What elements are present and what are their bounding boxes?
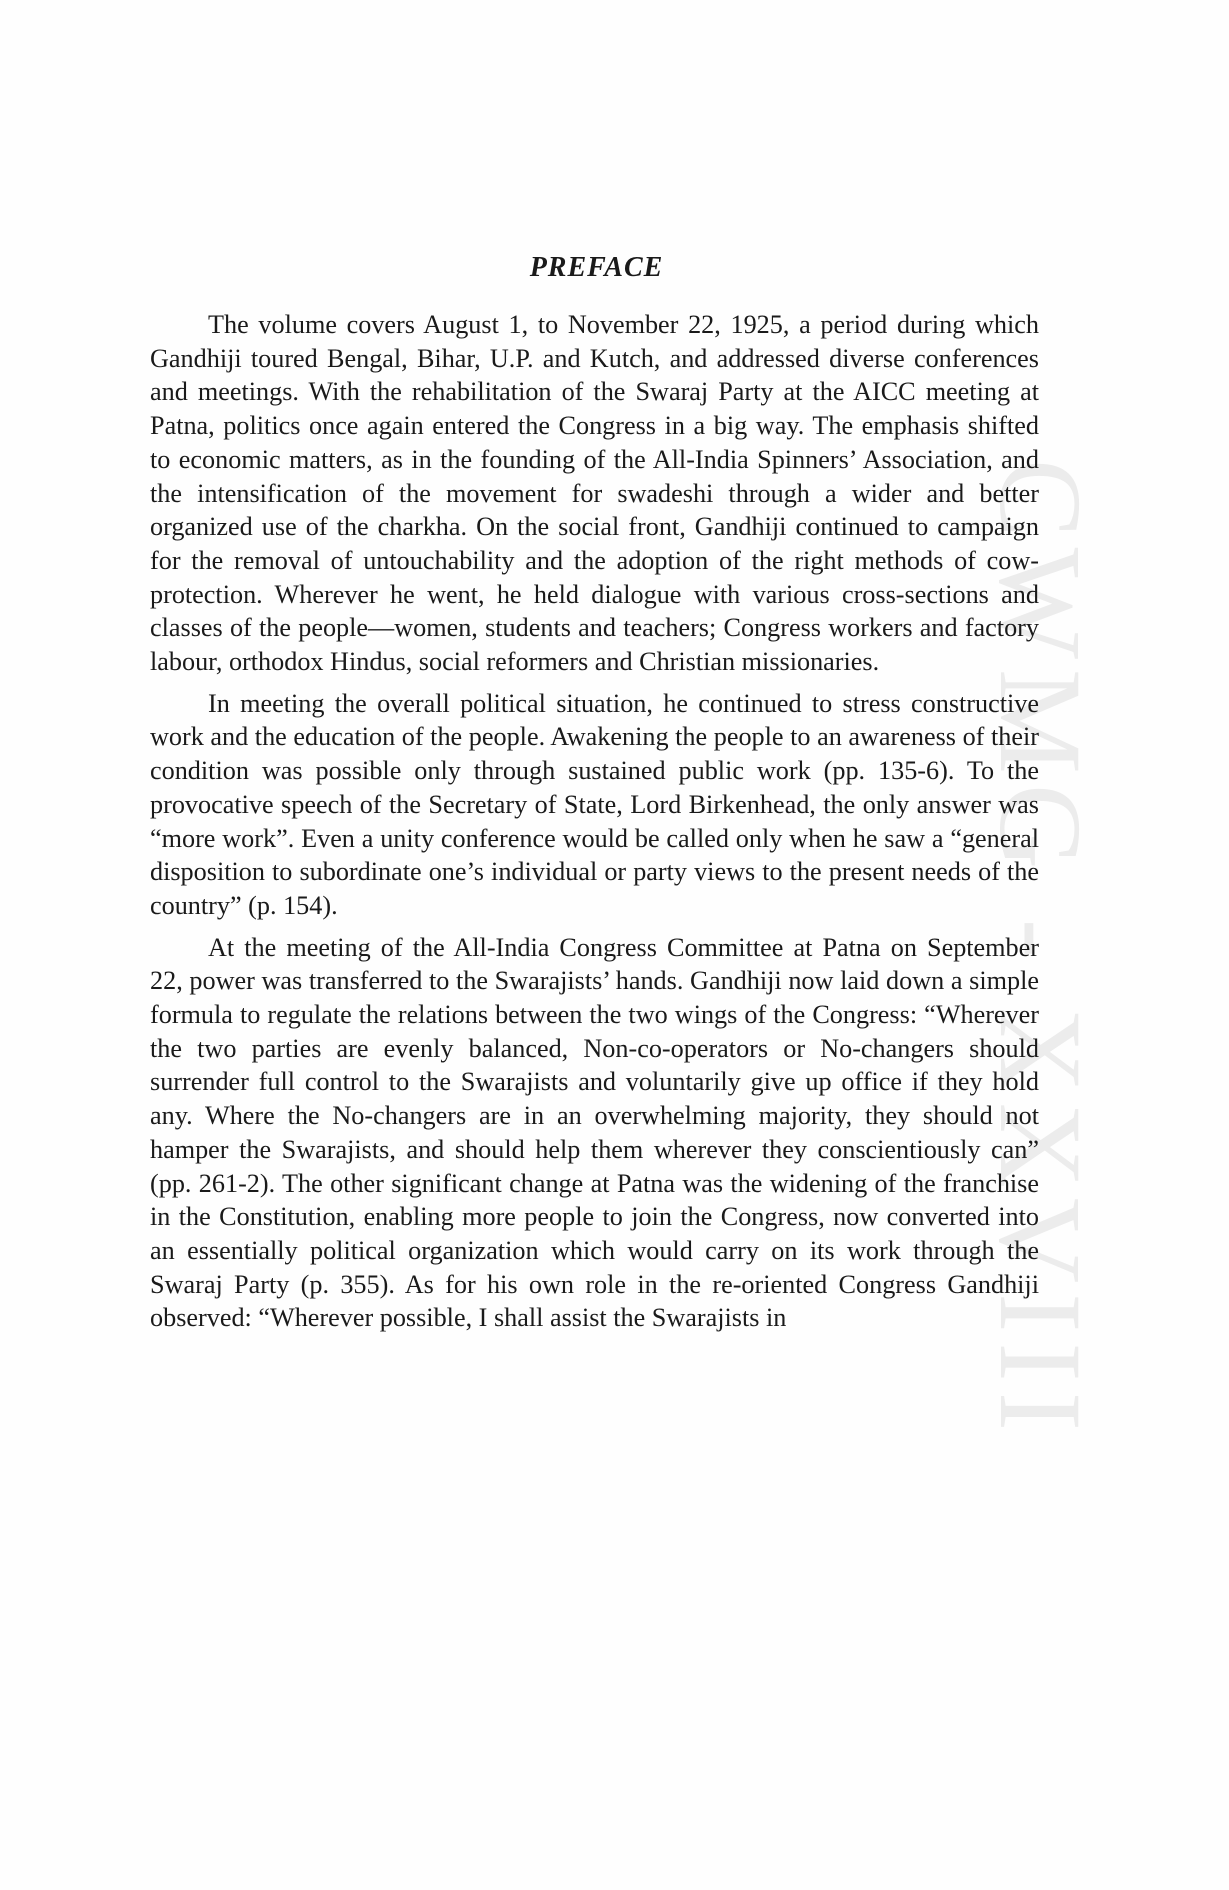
paragraph-1: The volume covers August 1, to November 22, 1925, a period during which Gandhiji toured Bengal, Bihar, U.P. and Kutch, and addressed diverse conferences and meetings. With the rehabilitation of the Swaraj Party at the AICC meeting at Patna, politics once again entered the Congress in a big way. The emphasis shifted to economic matters, as in the founding of the All-India Spinners’ Association, and the intensification of the movement for swadeshi through a wider and better organized use of the charkha. On the social front, Gandhiji continued to campaign for the removal of untouchability and the adoption of the right methods of cow-protection. Wherever he went, he held dialogue with various cross-sections and classes of the people—women, students and teachers; Congress workers and factory labour, orthodox Hindus, social reformers and Christian missionaries. — [150, 310, 1039, 677]
page-content — [150, 252, 1039, 1343]
paragraph-3: At the meeting of the All-India Congress Committee at Patna on September 22, power was transferred to the Swarajists’ hands. Gandhiji now laid down a simple formula to regulate the relations between the two wings of the Congress: “Wherever the two parties are evenly balanced, Non-co-operators or No-changers should surrender full control to the Swarajists and voluntarily give up office if they hold any. Where the No-changers are in an overwhelming majority, they should not hamper the Swarajists, and should help them wherever they conscientiously can” (pp. 261-2). The other significant change at Patna was the widening of the franchise in the Constitution, enabling more people to join the Congress, now converted into an essentially political organization which would carry on its work through the Swaraj Party (p. 355). As for his own role in the re-oriented Congress Gandhiji observed: “Wherever possible, I shall assist the Swarajists in — [150, 932, 1039, 1333]
watermark-text: CWMG - XXVIII — [975, 458, 1106, 1442]
page-title: PREFACE — [529, 252, 664, 283]
paragraph-2: In meeting the overall political situation, he continued to stress constructive work and the education of the people. Awakening the people to an awareness of their condition was possible only through sustained public work (pp. 135-6). To the provocative speech of the Secretary of State, Lord Birkenhead, the only answer was “more work”. Even a unity conference would be called only when he saw a “general disposition to subordinate one’s individual or party views to the present needs of the country” (p. 154). — [150, 688, 1039, 920]
